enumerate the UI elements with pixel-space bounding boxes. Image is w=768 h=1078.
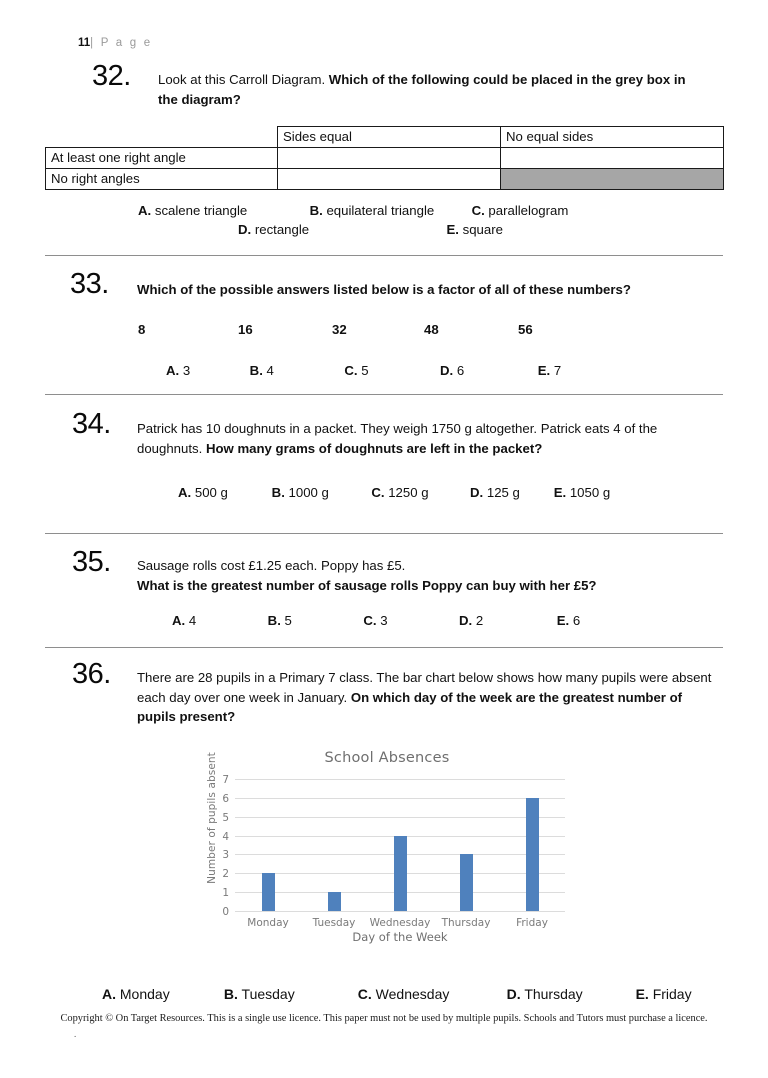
carroll-col-header-sides-equal: Sides equal <box>278 127 501 148</box>
table-row <box>46 169 724 190</box>
chart-x-tick-label: Friday <box>516 917 548 929</box>
option-33-a[interactable]: A. 3 <box>166 363 191 378</box>
divider-above-question-33 <box>45 255 723 256</box>
chart-gridline <box>222 774 565 786</box>
chart-bar <box>526 798 539 911</box>
option-35-b[interactable]: B. 5 <box>267 613 292 628</box>
chart-x-tick-label: Monday <box>247 917 289 929</box>
chart-x-tick-label: Thursday <box>441 917 491 929</box>
option-34-c[interactable]: C. 1250 g <box>371 485 429 500</box>
chart-bar <box>328 892 341 911</box>
chart-y-tick-label: 4 <box>222 830 229 843</box>
option-34-a[interactable]: A. 500 g <box>178 485 228 500</box>
question-35-text-plain: Sausage rolls cost £1.25 each. Poppy has £5. <box>137 558 406 573</box>
chart-x-tick-label: Wednesday <box>369 917 431 929</box>
question-36-text-plain: There are 28 pupils in a Primary 7 class. The bar chart below shows how many pupils were absent each day over one week in January. <box>137 670 712 705</box>
chart-y-tick-label: 3 <box>222 849 229 862</box>
page-number: 11 <box>78 37 91 49</box>
chart-y-tick-label: 5 <box>222 811 229 824</box>
option-34-b[interactable]: B. 1000 g <box>271 485 329 500</box>
page-word-label: | P a g e <box>90 37 153 49</box>
question-33-text <box>137 280 727 300</box>
option-35-d[interactable]: D. 2 <box>459 613 484 628</box>
question-34-text <box>137 419 722 458</box>
option-33-e[interactable]: E. 7 <box>537 363 562 378</box>
chart-x-axis-label: Day of the Week <box>352 930 448 944</box>
question-32-text-plain: Look at this Carroll Diagram. <box>158 72 329 87</box>
chart-gridline <box>222 792 565 805</box>
option-33-b[interactable]: B. 4 <box>249 363 274 378</box>
question-34-options <box>178 483 610 502</box>
chart-bar <box>262 873 275 911</box>
option-35-e[interactable]: E. 6 <box>556 613 581 628</box>
chart-title: School Absences <box>324 750 450 766</box>
footer-stray-mark: . <box>74 1029 77 1039</box>
carroll-row-header-no-right-angles: No right angles <box>46 169 278 190</box>
question-36-number: 36. <box>72 658 111 690</box>
chart-y-axis-label: Number of pupils absent <box>206 752 218 884</box>
divider-above-question-34 <box>45 394 723 395</box>
carroll-cell-r1c2 <box>501 148 724 169</box>
number-item-1: 8 <box>138 322 146 337</box>
table-row <box>46 127 724 148</box>
chart-bar <box>460 854 473 911</box>
question-33-text-bold: Which of the possible answers listed below is a factor of all of these numbers? <box>137 282 631 297</box>
chart-gridline <box>222 906 565 918</box>
divider-above-question-35 <box>45 533 723 534</box>
option-32-b[interactable]: B. equilateral triangle <box>309 203 435 218</box>
number-item-5: 56 <box>518 322 533 337</box>
question-33-number-list <box>138 320 533 339</box>
option-36-a[interactable]: A. Monday <box>102 986 170 1002</box>
question-32-options-row-2 <box>238 220 503 239</box>
option-32-e[interactable]: E. square <box>446 222 503 237</box>
option-33-c[interactable]: C. 5 <box>344 363 369 378</box>
option-36-e[interactable]: E. Friday <box>635 986 692 1002</box>
question-36-text <box>137 668 717 727</box>
option-34-d[interactable]: D. 125 g <box>470 485 520 500</box>
carroll-cell-r1c1 <box>278 148 501 169</box>
carroll-cell-r2c1 <box>278 169 501 190</box>
question-34-number: 34. <box>72 408 111 440</box>
question-35-text <box>137 556 722 595</box>
chart-y-tick-label: 2 <box>222 868 229 881</box>
question-35-options <box>172 611 580 630</box>
question-32-number: 32. <box>92 60 131 92</box>
footer-copyright: Copyright © On Target Resources. This is a single use licence. This paper must not be used by multiple pupils. Schools and Tutors must purchase a licence. <box>60 1013 708 1024</box>
option-36-d[interactable]: D. Thursday <box>506 986 583 1002</box>
option-32-d[interactable]: D. rectangle <box>238 222 310 237</box>
option-33-d[interactable]: D. 6 <box>440 363 465 378</box>
carroll-row-header-right-angle: At least one right angle <box>46 148 278 169</box>
chart-y-tick-label: 6 <box>222 792 229 805</box>
question-35-text-bold: What is the greatest number of sausage rolls Poppy can buy with her £5? <box>137 577 597 593</box>
carroll-cell-r2c2-grey-box <box>501 169 724 190</box>
question-32-options-row-1 <box>138 201 568 220</box>
number-item-3: 32 <box>332 322 347 337</box>
option-32-c[interactable]: C. parallelogram <box>471 203 569 218</box>
number-item-2: 16 <box>238 322 253 337</box>
option-34-e[interactable]: E. 1050 g <box>553 485 611 500</box>
option-32-a[interactable]: A. scalene triangle <box>138 203 248 218</box>
question-33-number: 33. <box>70 268 109 300</box>
page-header <box>78 36 152 50</box>
option-35-a[interactable]: A. 4 <box>172 613 197 628</box>
question-35-number: 35. <box>72 546 111 578</box>
chart-gridline <box>222 811 565 824</box>
option-36-c[interactable]: C. Wednesday <box>357 986 450 1002</box>
question-33-options <box>166 361 561 380</box>
question-34-text-plain: Patrick has 10 doughnuts in a packet. They weigh 1750 g altogether. Patrick eats 4 of the doughnuts. <box>137 421 658 456</box>
question-32-text <box>158 70 703 109</box>
chart-y-tick-label: 1 <box>222 887 229 900</box>
option-35-c[interactable]: C. 3 <box>363 613 388 628</box>
question-32-text-bold: Which of the following could be placed in the grey box in the diagram? <box>158 72 686 107</box>
chart-x-tick-label: Tuesday <box>312 917 356 929</box>
chart-y-tick-label: 7 <box>222 774 229 786</box>
table-row <box>46 148 724 169</box>
school-absences-bar-chart <box>197 750 577 955</box>
option-36-b[interactable]: B. Tuesday <box>223 986 295 1002</box>
chart-bar <box>394 836 407 911</box>
carroll-corner-cell <box>46 127 278 148</box>
carroll-col-header-no-equal-sides: No equal sides <box>501 127 724 148</box>
question-34-text-bold: How many grams of doughnuts are left in the packet? <box>205 440 543 456</box>
question-36-text-bold: On which day of the week are the greatest number of pupils present? <box>137 689 683 724</box>
carroll-diagram-table <box>45 126 724 190</box>
number-item-4: 48 <box>424 322 439 337</box>
chart-y-tick-label: 0 <box>222 906 229 918</box>
question-36-options <box>102 985 692 1004</box>
chart-plot-area <box>222 774 565 929</box>
divider-above-question-36 <box>45 647 723 648</box>
